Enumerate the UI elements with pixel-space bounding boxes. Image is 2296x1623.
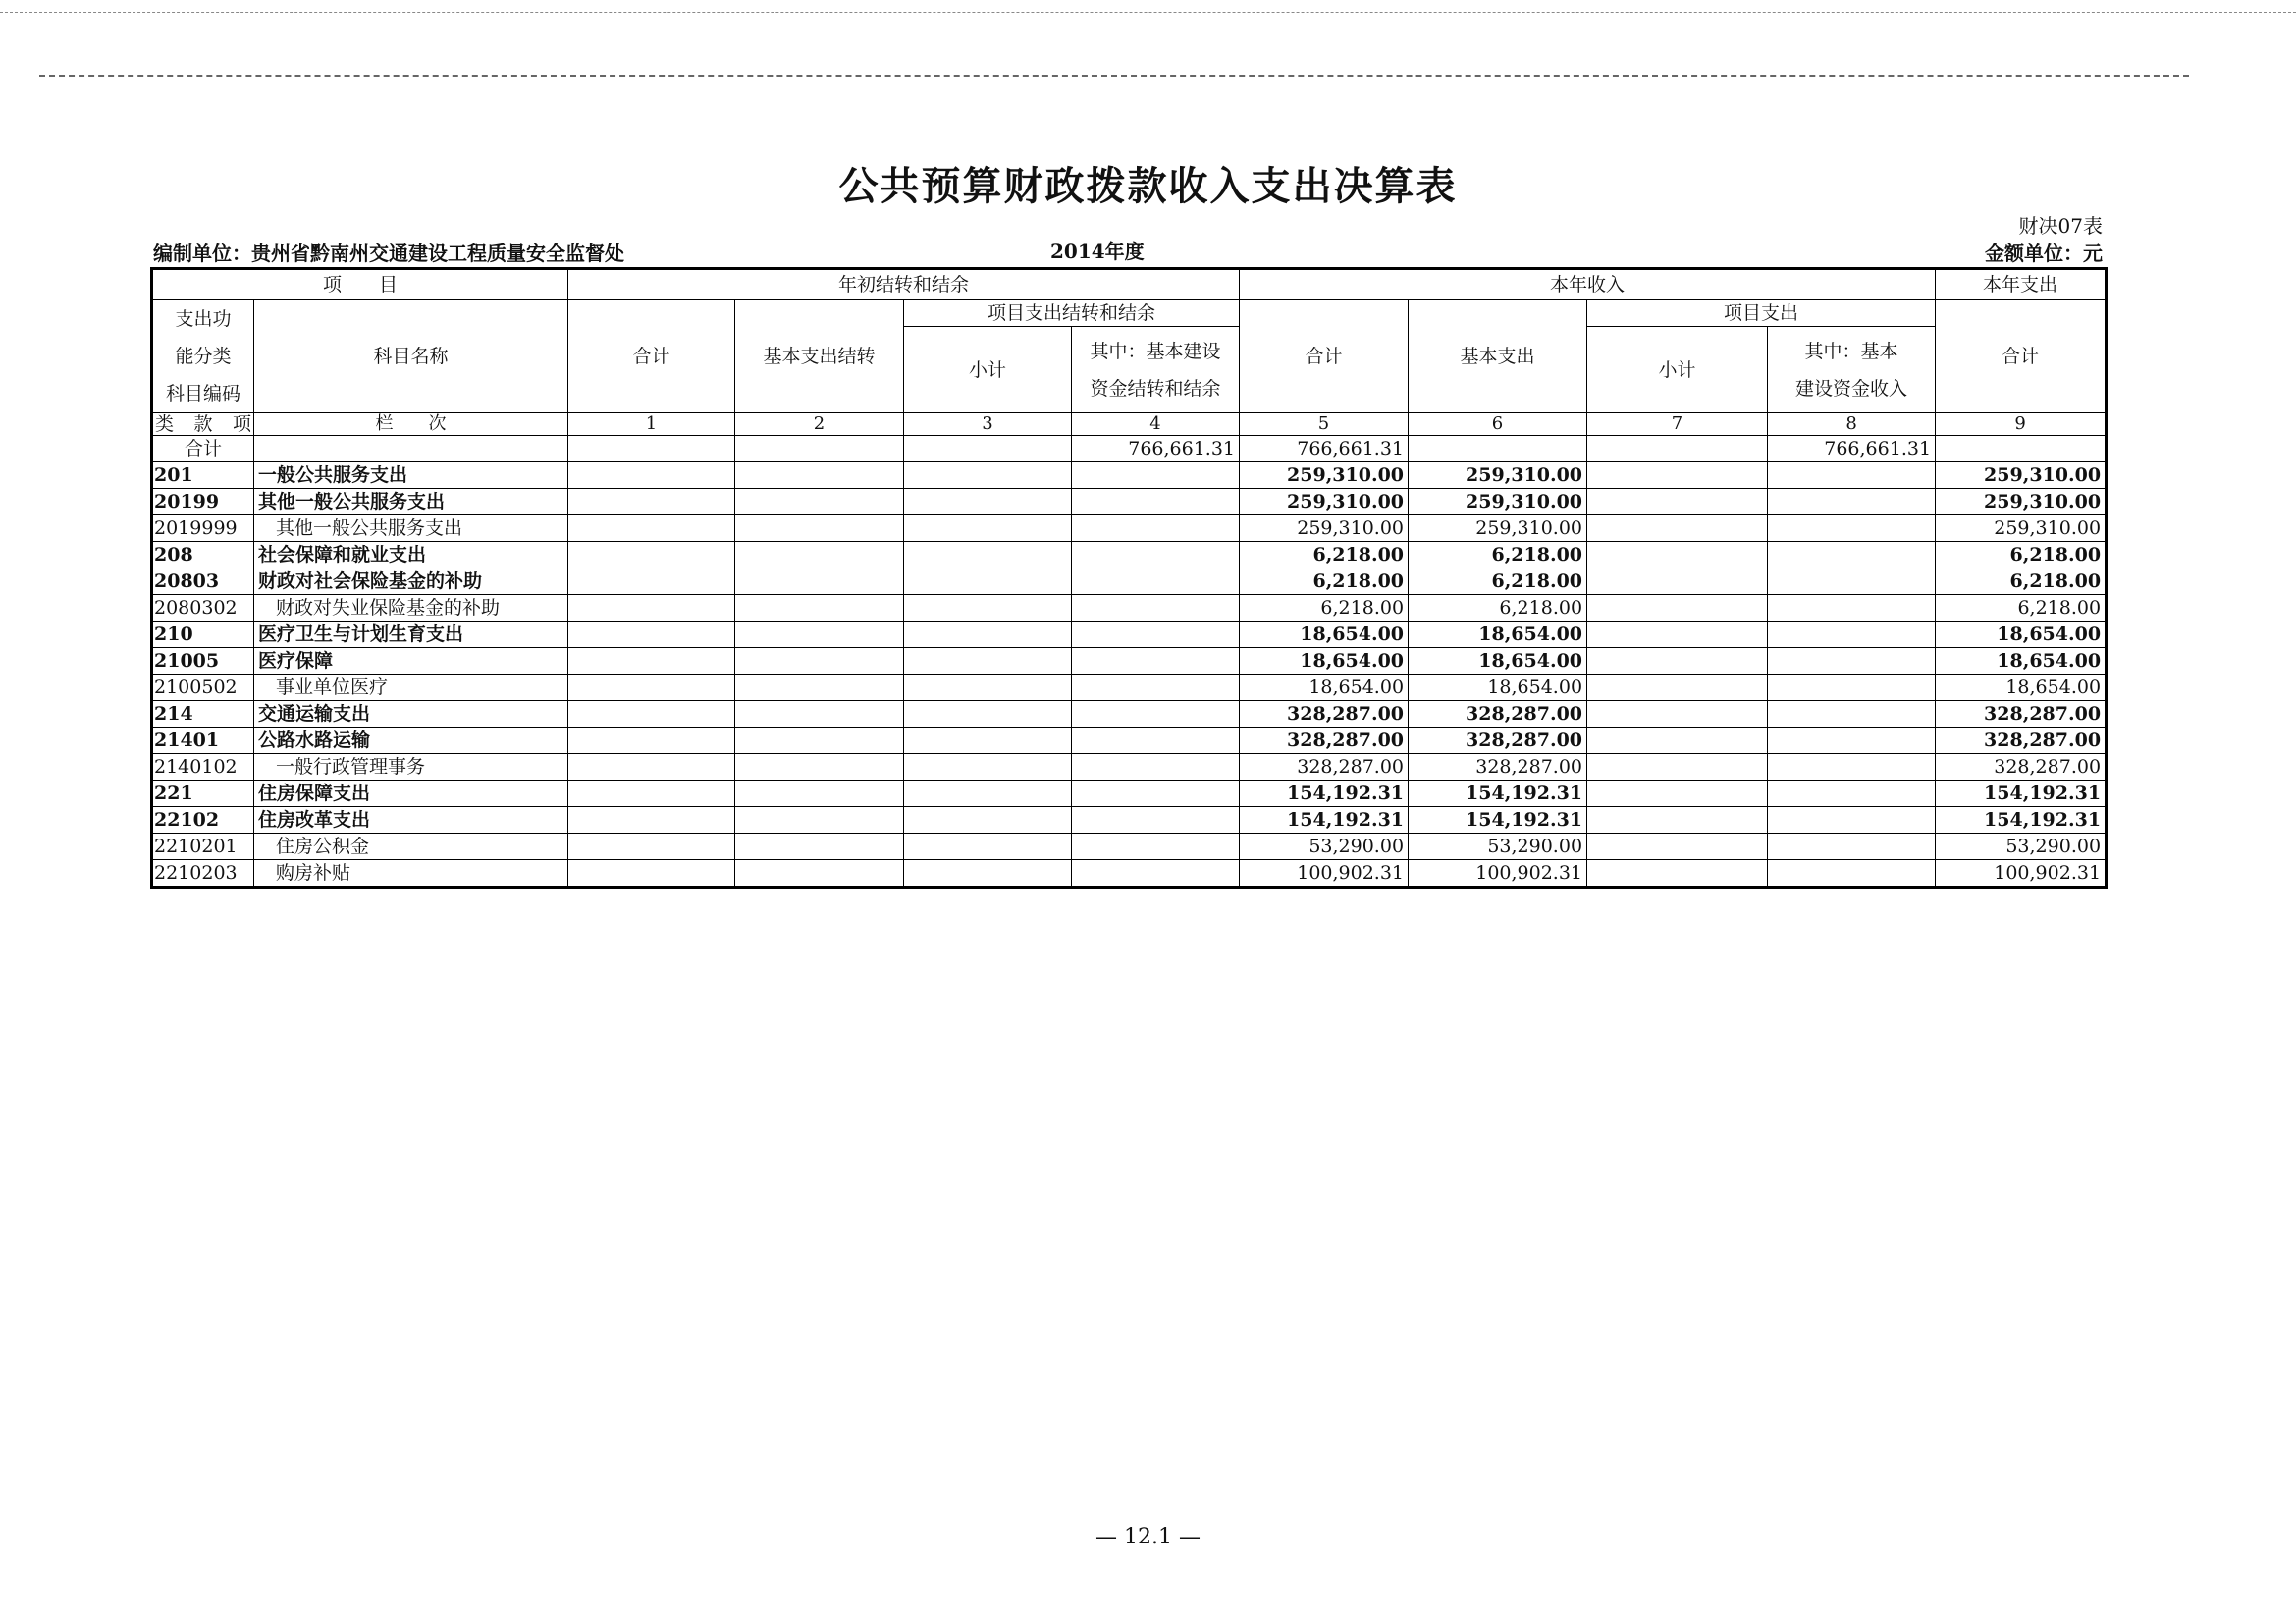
cell	[1587, 701, 1768, 728]
cell	[1072, 834, 1240, 860]
row-name: 公路水路运输	[254, 728, 568, 754]
cell	[735, 807, 904, 834]
cell	[1072, 515, 1240, 542]
cell	[568, 807, 735, 834]
row-name: 交通运输支出	[254, 701, 568, 728]
cell	[1072, 595, 1240, 622]
header-infra-income	[1768, 327, 1936, 413]
cell-income-total: 154,192.31	[1240, 781, 1409, 807]
cell	[1768, 675, 1936, 701]
cell	[1072, 701, 1240, 728]
cell-expense-total: 766,661.31	[1768, 436, 1936, 462]
cell	[1768, 648, 1936, 675]
cell	[1072, 860, 1240, 888]
header-income-subtotal: 小计	[1587, 327, 1768, 413]
row-code: 21401	[152, 728, 254, 754]
row-total-name: 合计	[152, 436, 254, 462]
cell-income-total: 6,218.00	[1240, 568, 1409, 595]
cell	[1587, 436, 1768, 462]
cell	[568, 489, 735, 515]
table-row	[152, 781, 2107, 807]
cell	[1587, 860, 1768, 888]
cell	[904, 489, 1072, 515]
cell	[1768, 701, 1936, 728]
header-infra-carry-line1: 其中：基本建设	[1090, 340, 1221, 362]
header-carry-subtotal: 小计	[904, 327, 1072, 413]
header-income-total: 合计	[1240, 300, 1409, 413]
cell	[735, 675, 904, 701]
cell	[735, 515, 904, 542]
row-code: 2210203	[152, 860, 254, 888]
col-number-2: 2	[735, 413, 904, 436]
cell	[904, 701, 1072, 728]
cell	[254, 436, 568, 462]
scan-dashed-rule	[39, 75, 2189, 77]
label-xiang: 项	[232, 413, 251, 435]
cell	[735, 781, 904, 807]
table-row	[152, 542, 2107, 568]
cell	[1768, 515, 1936, 542]
cell	[904, 807, 1072, 834]
table-row	[152, 701, 2107, 728]
table-row	[152, 807, 2107, 834]
header-func-code	[152, 300, 254, 413]
cell	[1768, 860, 1936, 888]
cell-income-total: 259,310.00	[1240, 462, 1409, 489]
cell-expense-total: 6,218.00	[1936, 595, 2107, 622]
header-carry-total: 合计	[568, 300, 735, 413]
cell	[1072, 489, 1240, 515]
header-func-code-line3: 科目编码	[165, 383, 240, 405]
cell-basic-expense: 18,654.00	[1409, 675, 1587, 701]
cell	[1768, 595, 1936, 622]
cell	[1587, 542, 1768, 568]
cell-expense-total: 328,287.00	[1936, 728, 2107, 754]
col-number-8: 8	[1768, 413, 1936, 436]
header-basic-expense: 基本支出	[1409, 300, 1587, 413]
cell-basic-expense: 6,218.00	[1409, 595, 1587, 622]
cell	[568, 568, 735, 595]
header-project-expense: 项目支出	[1587, 300, 1936, 327]
cell	[904, 515, 1072, 542]
cell	[1587, 834, 1768, 860]
cell-expense-total: 259,310.00	[1936, 515, 2107, 542]
cell-expense-total: 6,218.00	[1936, 542, 2107, 568]
cell	[568, 595, 735, 622]
label-kuan: 款	[193, 413, 213, 435]
cell-income-total: 154,192.31	[1240, 807, 1409, 834]
cell-basic-expense: 259,310.00	[1409, 489, 1587, 515]
cell-expense-total: 154,192.31	[1936, 807, 2107, 834]
cell	[1768, 462, 1936, 489]
cell	[735, 754, 904, 781]
cell	[1768, 622, 1936, 648]
cell-expense-total: 259,310.00	[1936, 489, 2107, 515]
cell-income-total: 18,654.00	[1240, 622, 1409, 648]
cell-income-total: 18,654.00	[1240, 648, 1409, 675]
cell	[735, 622, 904, 648]
cell	[904, 568, 1072, 595]
table-row-total	[152, 436, 2107, 462]
cell	[735, 701, 904, 728]
table-row	[152, 834, 2107, 860]
cell-expense-total: 18,654.00	[1936, 675, 2107, 701]
cell	[1587, 675, 1768, 701]
col-number-6: 6	[1409, 413, 1587, 436]
cell-basic-expense: 18,654.00	[1409, 622, 1587, 648]
row-code: 2140102	[152, 754, 254, 781]
cell	[568, 754, 735, 781]
cell-expense-total: 53,290.00	[1936, 834, 2107, 860]
cell-expense-total: 328,287.00	[1936, 754, 2107, 781]
cell	[1072, 542, 1240, 568]
cell	[1587, 648, 1768, 675]
scan-top-rule	[0, 12, 2296, 13]
cell-basic-expense: 328,287.00	[1409, 728, 1587, 754]
cell	[568, 675, 735, 701]
cell-basic-expense: 18,654.00	[1409, 648, 1587, 675]
cell	[568, 648, 735, 675]
cell	[904, 754, 1072, 781]
cell	[1409, 436, 1587, 462]
row-name: 其他一般公共服务支出	[254, 489, 568, 515]
table-row	[152, 648, 2107, 675]
table-row	[152, 675, 2107, 701]
cell	[1072, 568, 1240, 595]
cell	[1768, 728, 1936, 754]
cell-basic-expense: 154,192.31	[1409, 781, 1587, 807]
cell	[1768, 807, 1936, 834]
header-infra-income-line1: 其中：基本	[1804, 340, 1898, 362]
cell	[904, 834, 1072, 860]
col-number-4: 4	[1072, 413, 1240, 436]
col-number-3: 3	[904, 413, 1072, 436]
header-func-code-line2: 能分类	[175, 346, 232, 367]
row-code: 2080302	[152, 595, 254, 622]
cell-income-total: 18,654.00	[1240, 675, 1409, 701]
cell-basic-expense: 328,287.00	[1409, 701, 1587, 728]
cell	[1072, 754, 1240, 781]
cell	[735, 568, 904, 595]
cell-basic-expense: 259,310.00	[1409, 462, 1587, 489]
cell-income-total: 259,310.00	[1240, 515, 1409, 542]
row-name: 医疗卫生与计划生育支出	[254, 622, 568, 648]
row-name: 住房保障支出	[254, 781, 568, 807]
cell-basic-expense: 328,287.00	[1409, 754, 1587, 781]
cell	[1768, 568, 1936, 595]
cell	[904, 860, 1072, 888]
cell-basic-expense: 6,218.00	[1409, 542, 1587, 568]
cell	[735, 834, 904, 860]
row-name: 财政对社会保险基金的补助	[254, 568, 568, 595]
cell-expense-total: 328,287.00	[1936, 701, 2107, 728]
row-code: 210	[152, 622, 254, 648]
header-project-carry: 项目支出结转和结余	[904, 300, 1240, 327]
cell-income-total: 328,287.00	[1240, 728, 1409, 754]
page-title: 公共预算财政拨款收入支出决算表	[838, 164, 1458, 209]
header-row-2	[152, 300, 2107, 327]
row-code: 2100502	[152, 675, 254, 701]
col-number-9: 9	[1936, 413, 2107, 436]
row-code: 201	[152, 462, 254, 489]
cell	[1587, 754, 1768, 781]
cell	[1072, 675, 1240, 701]
cell	[1587, 489, 1768, 515]
cell-income-total: 53,290.00	[1240, 834, 1409, 860]
cell	[1072, 728, 1240, 754]
cell	[568, 462, 735, 489]
cell-basic-expense: 6,218.00	[1409, 568, 1587, 595]
header-expense: 本年支出	[1936, 269, 2107, 300]
cell	[735, 542, 904, 568]
row-code: 214	[152, 701, 254, 728]
header-carry-over: 年初结转和结余	[568, 269, 1240, 300]
row-code: 20803	[152, 568, 254, 595]
cell-expense-total: 100,902.31	[1936, 860, 2107, 888]
cell-income-total: 6,218.00	[1240, 542, 1409, 568]
col-number-7: 7	[1587, 413, 1768, 436]
row-name: 住房改革支出	[254, 807, 568, 834]
cell-income-total: 100,902.31	[1240, 860, 1409, 888]
header-func-code-line1: 支出功	[175, 308, 232, 330]
cell	[1768, 542, 1936, 568]
cell	[1768, 781, 1936, 807]
cell	[568, 701, 735, 728]
cell	[568, 860, 735, 888]
cell-expense-total: 18,654.00	[1936, 648, 2107, 675]
cell	[735, 648, 904, 675]
cell	[735, 436, 904, 462]
table-row	[152, 515, 2107, 542]
table-row	[152, 489, 2107, 515]
lei-kuan-xiang	[152, 413, 254, 436]
row-name: 财政对失业保险基金的补助	[254, 595, 568, 622]
row-code: 20199	[152, 489, 254, 515]
header-row-1	[152, 269, 2107, 300]
page-number: — 12.1 —	[1095, 1525, 1201, 1549]
cell	[1072, 648, 1240, 675]
table-row	[152, 568, 2107, 595]
cell-expense-total: 259,310.00	[1936, 462, 2107, 489]
cell	[1768, 489, 1936, 515]
cell	[904, 648, 1072, 675]
row-name: 其他一般公共服务支出	[254, 515, 568, 542]
cell	[1587, 728, 1768, 754]
cell	[904, 728, 1072, 754]
cell	[735, 462, 904, 489]
cell	[1587, 781, 1768, 807]
cell	[1768, 754, 1936, 781]
row-code: 21005	[152, 648, 254, 675]
header-expense-total: 合计	[1936, 300, 2107, 413]
label-lanci: 栏 次	[254, 413, 568, 436]
cell-income-total: 6,218.00	[1240, 595, 1409, 622]
row-code: 2210201	[152, 834, 254, 860]
cell-expense-total: 154,192.31	[1936, 781, 2107, 807]
table-row	[152, 595, 2107, 622]
cell	[1072, 462, 1240, 489]
cell	[904, 462, 1072, 489]
cell	[1587, 515, 1768, 542]
cell	[1587, 622, 1768, 648]
table-row	[152, 622, 2107, 648]
fiscal-year: 2014年度	[1050, 240, 1145, 263]
cell	[568, 781, 735, 807]
cell	[568, 436, 735, 462]
cell-income-total: 328,287.00	[1240, 754, 1409, 781]
cell	[1587, 568, 1768, 595]
table-row	[152, 754, 2107, 781]
column-number-row	[152, 413, 2107, 436]
cell-basic-expense: 766,661.31	[1240, 436, 1409, 462]
row-name: 住房公积金	[254, 834, 568, 860]
cell-basic-expense: 53,290.00	[1409, 834, 1587, 860]
label-lei: 类	[155, 413, 175, 435]
row-name: 社会保障和就业支出	[254, 542, 568, 568]
cell	[735, 489, 904, 515]
row-code: 22102	[152, 807, 254, 834]
header-income: 本年收入	[1240, 269, 1936, 300]
cell	[1072, 622, 1240, 648]
cell-income-total: 766,661.31	[1072, 436, 1240, 462]
row-code: 208	[152, 542, 254, 568]
budget-table	[150, 267, 2108, 889]
header-infra-carry	[1072, 327, 1240, 413]
row-name: 医疗保障	[254, 648, 568, 675]
cell	[1587, 595, 1768, 622]
table-row	[152, 728, 2107, 754]
cell	[735, 728, 904, 754]
cell	[1072, 781, 1240, 807]
form-code: 财决07表	[2018, 214, 2103, 238]
cell-expense-total: 18,654.00	[1936, 622, 2107, 648]
cell-basic-expense: 154,192.31	[1409, 807, 1587, 834]
cell	[904, 436, 1072, 462]
cell	[568, 515, 735, 542]
amount-unit: 金额单位：元	[1985, 242, 2103, 265]
cell	[568, 542, 735, 568]
row-name: 一般行政管理事务	[254, 754, 568, 781]
cell-expense-total: 6,218.00	[1936, 568, 2107, 595]
header-infra-income-line2: 建设资金收入	[1795, 377, 1908, 400]
cell-basic-expense: 259,310.00	[1409, 515, 1587, 542]
compiling-unit: 编制单位：贵州省黔南州交通建设工程质量安全监督处	[153, 242, 624, 265]
col-number-1: 1	[568, 413, 735, 436]
cell	[1768, 834, 1936, 860]
cell	[904, 622, 1072, 648]
row-name: 事业单位医疗	[254, 675, 568, 701]
row-name: 一般公共服务支出	[254, 462, 568, 489]
cell	[568, 622, 735, 648]
row-name: 购房补贴	[254, 860, 568, 888]
cell	[568, 834, 735, 860]
cell	[904, 595, 1072, 622]
table-row	[152, 462, 2107, 489]
cell	[904, 675, 1072, 701]
header-infra-carry-line2: 资金结转和结余	[1090, 377, 1221, 400]
cell	[904, 542, 1072, 568]
cell-income-total: 328,287.00	[1240, 701, 1409, 728]
cell	[735, 595, 904, 622]
cell	[1587, 462, 1768, 489]
col-number-5: 5	[1240, 413, 1409, 436]
cell	[1072, 807, 1240, 834]
cell	[568, 728, 735, 754]
row-code: 2019999	[152, 515, 254, 542]
cell	[1587, 807, 1768, 834]
cell	[735, 860, 904, 888]
cell-basic-expense: 100,902.31	[1409, 860, 1587, 888]
table-row	[152, 860, 2107, 888]
cell	[904, 781, 1072, 807]
header-subject-name: 科目名称	[254, 300, 568, 413]
header-basic-carry: 基本支出结转	[735, 300, 904, 413]
row-code: 221	[152, 781, 254, 807]
cell-income-total: 259,310.00	[1240, 489, 1409, 515]
header-item: 项 目	[152, 269, 568, 300]
